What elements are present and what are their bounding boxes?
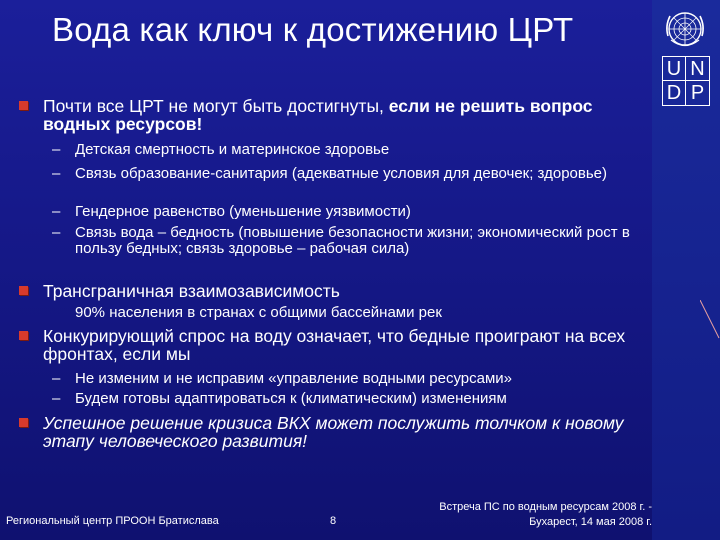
dash-marker: –: [52, 370, 61, 387]
undp-logo-bar: [652, 0, 720, 540]
bullet-marker: [19, 418, 28, 427]
slide-title: Вода как ключ к достижению ЦРТ: [52, 11, 574, 48]
bullet-1-bold: если не решить вопрос водных ресурсов!: [43, 96, 593, 134]
bullet-2-note: 90% населения в странах с общими бассейнами рек: [75, 304, 442, 321]
undp-letter: P: [690, 82, 705, 104]
footer-event-line-1: Встреча ПС по водным ресурсам 2008 г. -: [439, 501, 652, 513]
dash-marker: –: [52, 165, 61, 182]
footer-event: [412, 500, 652, 530]
sub-item: Не изменим и не исправим «управление водными ресурсами»: [75, 370, 513, 387]
decorative-line: [700, 300, 720, 340]
dash-marker: –: [52, 390, 61, 407]
undp-letter: D: [663, 81, 686, 105]
footer-organization: Региональный центр ПРООН Братислава: [6, 515, 219, 527]
dash-marker: –: [52, 141, 61, 158]
bullet-2-text: Трансграничная взаимозависимость: [43, 281, 340, 301]
sub-item: Будем готовы адаптироваться к (климатическим) изменениям: [75, 390, 507, 407]
sub-item: Связь вода – бедность (повышение безопасности жизни; экономический рост в пользу бедных; связь здоровье – рабочая сила): [75, 224, 630, 257]
footer-event-line-2: Бухарест, 14 мая 2008 г.: [529, 516, 652, 528]
dash-marker: –: [52, 203, 61, 220]
un-emblem-icon: [662, 6, 708, 52]
undp-letter: U: [663, 57, 686, 81]
bullet-1-text: [43, 97, 653, 133]
bullet-3-text: Конкурирующий спрос на воду означает, что бедные проиграют на всех фронтах, если мы: [43, 326, 626, 364]
dash-marker: –: [52, 224, 61, 241]
sub-item: Детская смертность и материнское здоровье: [75, 141, 390, 158]
undp-letter: N: [686, 57, 709, 81]
bullet-marker: [19, 331, 28, 340]
undp-letters: [662, 56, 710, 106]
bullet-marker: [19, 286, 28, 295]
page-number: 8: [330, 515, 337, 527]
sub-item: Гендерное равенство (уменьшение уязвимости): [75, 203, 411, 220]
bullet-marker: [19, 101, 28, 110]
sub-item: Связь образование-санитария (адекватные условия для девочек; здоровье): [75, 165, 608, 182]
bullet-1-normal: Почти все ЦРТ не могут быть достигнуты,: [43, 96, 389, 116]
bullet-4-text: Успешное решение кризиса ВКХ может послужить толчком к новому этапу человеческого развития!: [43, 413, 624, 451]
